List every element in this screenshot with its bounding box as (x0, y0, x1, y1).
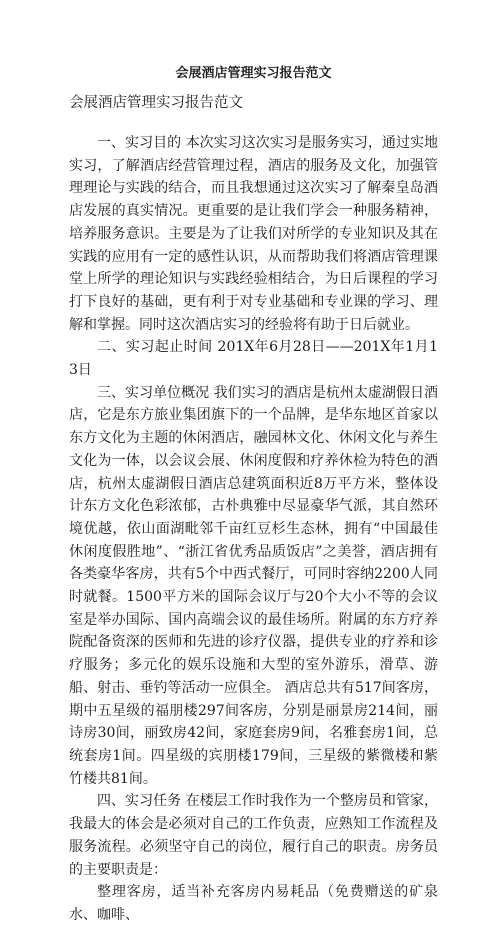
document-title: 会展酒店管理实习报告范文 (175, 66, 332, 81)
paragraph-purpose: 一、实习目的 本次实习这次实习是服务实习，通过实地实习，了解酒店经营管理过程，酒店的服务及文化，加强管理理论与实践的结合，而且我想通过这次实习了解秦皇岛酒店发展的真实情况。更重要的是让我们学会一种服务精神，培养服务意识。主要是为了让我们对所学的专业知识及其在实践的应用有一定的感性认识，从而帮助我们将酒店管理课堂上所学的理论知识与实践经验相结合，为日后课程的学习打下良好的基础，更有利于对专业基础和专业课的学习、理解和掌握。同时这次酒店实习的经验将有助于日后就业。 (69, 135, 438, 333)
paragraph-period: 二、实习起止时间 201X年6月28日——201X年1月13日 (69, 339, 438, 379)
paragraph-company-overview: 三、实习单位概况 我们实习的酒店是杭州太虚湖假日酒店，它是东方旅业集团旗下的一个品牌，是华东地区首家以东方文化为主题的休闲酒店，融园林文化、休闲文化与养生文化为一体，以会议会展、休闲度假和疗养休检为特色的酒店，杭州太虚湖假日酒店总建筑面积近8万平方米，整体设计东方文化色彩浓郁，古朴典雅中尽显豪华气派，其自然环境优越，依山面湖毗邻千亩红豆杉生态林，拥有“中国最佳休闲度假胜地”、“浙江省优秀品质饭店”之美誉，酒店拥有各类豪华客房，共有5个中西式餐厅，可同时容纳2200人同时就餐。1500平方米的国际会议厅与20个大小不等的会议室是举办国际、国内高端会议的最佳场所。附属的东方疗养院配备资深的医师和先进的诊疗仪器，提供专业的疗养和诊疗服务；多元化的娱乐设施和大型的室外游乐，滑草、游船、射击、垂钓等活动一应俱全。 酒店总共有517间客房，期中五星级的福朋楼297间客房，分别是丽景房214间，丽诗房30间，丽致房42间，家庭套房9间，名雅套房1间，总统套房1间。四星级的宾朋楼179间，三星级的紫微楼和紫竹楼共81间。 (69, 384, 438, 787)
paragraph-room-duties: 整理客房，适当补充客房内易耗品（免费赠送的矿泉水、咖啡、 (69, 884, 438, 923)
paragraph-tasks: 四、实习任务 在楼层工作时我作为一个整房员和管家，我最大的体会是必须对自己的工作负责，应熟知工作流程及服务流程。必须坚守自己的岗位，履行自己的职责。房务员的主要职责是： (69, 793, 438, 878)
document-subtitle: 会展酒店管理实习报告范文 (69, 95, 243, 111)
